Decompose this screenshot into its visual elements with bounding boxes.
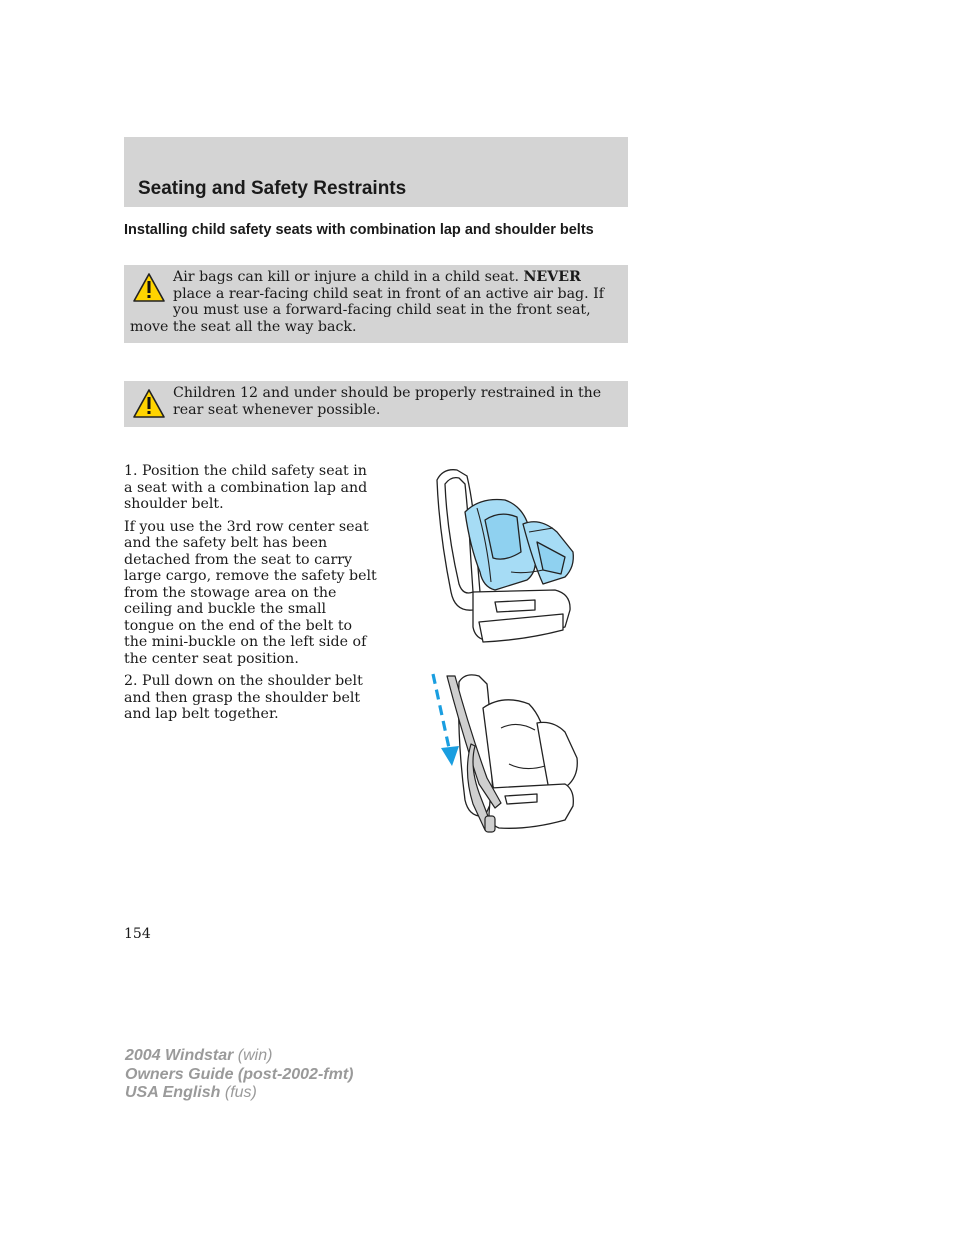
step-1: 1. Position the child safety seat in a seat with a combination lap and shoulder belt. <box>124 463 368 512</box>
instructions <box>124 463 379 729</box>
subheading: Installing child safety seats with combination lap and shoulder belts <box>124 222 594 238</box>
warning-box-airbag <box>124 265 628 343</box>
warning-triangle-icon <box>130 385 168 425</box>
footer-line-3: USA English (fus) <box>125 1084 257 1101</box>
warning-box-children <box>124 381 628 427</box>
warning-text-children: Children 12 and under should be properly restrained in the rear seat whenever possible. <box>173 385 602 418</box>
footer <box>125 1047 353 1103</box>
warning-text-airbag: Air bags can kill or injure a child in a child seat. NEVER place a rear-facing child seat in front of an active air bag. If you must use a forward-facing child seat in the front seat, move the seat all the way back. <box>130 269 604 335</box>
warning-emphasis: NEVER <box>523 269 581 285</box>
warning-triangle-icon <box>130 269 168 309</box>
step-2: 2. Pull down on the shoulder belt and then grasp the shoulder belt and lap belt together. <box>124 673 363 722</box>
step-note: If you use the 3rd row center seat and the safety belt has been detached from the seat to carry large cargo, remove the safety belt from the stowage area on the ceiling and buckle the small tongue on the end of the belt to the mini-buckle on the left side of the center seat position. <box>124 518 377 667</box>
footer-line-2: Owners Guide (post-2002-fmt) <box>125 1065 354 1083</box>
footer-line-1: 2004 Windstar (win) <box>125 1047 273 1064</box>
child-seat-illustration <box>425 462 585 647</box>
section-title: Seating and Safety Restraints <box>138 178 407 199</box>
shoulder-belt-illustration <box>425 668 585 838</box>
page-number: 154 <box>124 926 151 942</box>
